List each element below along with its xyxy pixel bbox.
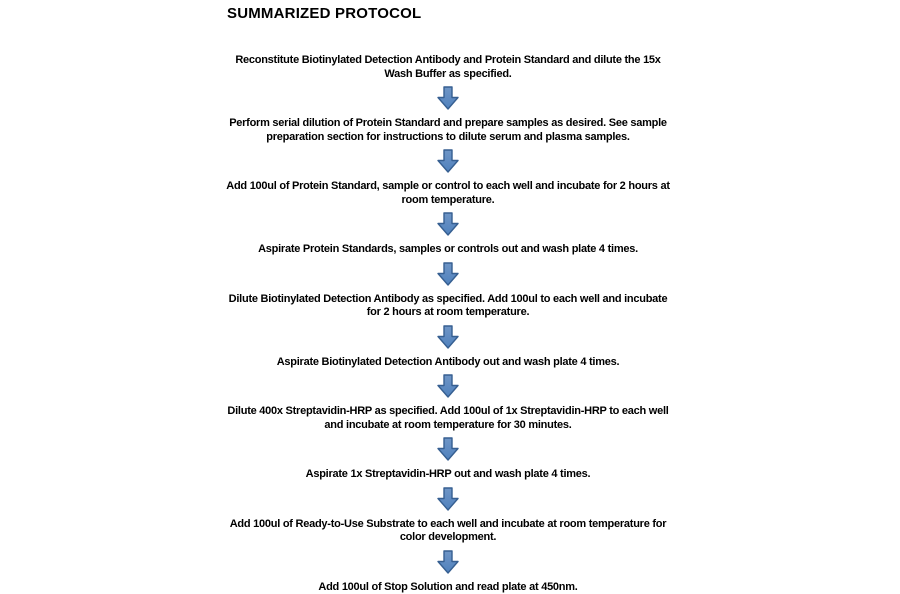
down-arrow-icon — [437, 86, 459, 110]
step-1-reconstitute: Reconstitute Biotinylated Detection Antibody and Protein Standard and dilute the 15x Wash Buffer as specified. — [235, 54, 661, 80]
page-title: SUMMARIZED PROTOCOL — [227, 5, 422, 22]
step-4-aspirate-standards: Aspirate Protein Standards, samples or controls out and wash plate 4 times. — [258, 243, 638, 255]
step-6-aspirate-antibody: Aspirate Biotinylated Detection Antibody out and wash plate 4 times. — [276, 355, 620, 368]
down-arrow-icon — [437, 212, 459, 236]
step-7-dilute-streptavidin: Dilute 400x Streptavidin-HRP as specified. Add 100ul of 1x Streptavidin-HRP to each well and incubate at room temperature for 30 minutes. — [227, 405, 669, 431]
step-10-stop-solution: Add 100ul of Stop Solution and read plate at 450nm. — [318, 580, 578, 593]
down-arrow-icon — [437, 550, 459, 574]
down-arrow-icon — [437, 325, 459, 349]
step-8-aspirate-streptavidin: Aspirate 1x Streptavidin-HRP out and wash plate 4 times. — [305, 468, 591, 480]
down-arrow-icon — [437, 487, 459, 511]
step-2-serial-dilution: Perform serial dilution of Protein Standard and prepare samples as desired. See sample preparation section for instructions to dilute serum and plasma samples. — [229, 117, 667, 143]
protocol-flowchart — [224, 5, 672, 594]
step-9-add-substrate: Add 100ul of Ready-to-Use Substrate to each well and incubate at room temperature for color development. — [229, 517, 667, 543]
down-arrow-icon — [437, 149, 459, 173]
step-3-add-standard: Add 100ul of Protein Standard, sample or control to each well and incubate for 2 hours at room temperature. — [226, 180, 670, 206]
down-arrow-icon — [437, 437, 459, 461]
down-arrow-icon — [437, 374, 459, 398]
step-5-dilute-antibody: Dilute Biotinylated Detection Antibody as specified. Add 100ul to each well and incubate for 2 hours at room temperature. — [228, 292, 668, 318]
down-arrow-icon — [437, 262, 459, 286]
